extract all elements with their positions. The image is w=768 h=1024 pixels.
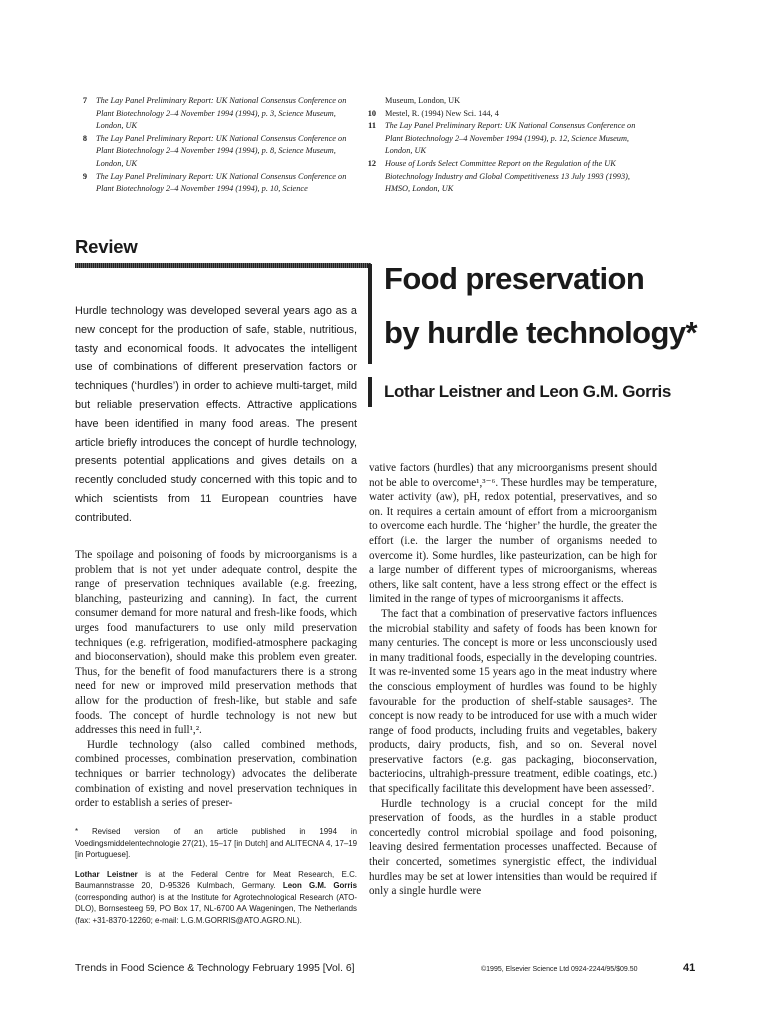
section-rule: [75, 263, 371, 268]
paragraph: Hurdle technology is a crucial concept for the mild preservation of foods, as the hurdles in a stable product concertedly control microbial spoilage and food poisoning, leaving desired fermentation processes unaffected. Because of their concerted, sometimes synergistic effect, the individual hurdles may be set at lower intensities than would be required if only a single hurdle were: [369, 797, 657, 898]
footnotes: [75, 826, 357, 934]
title-bar-bottom: [368, 377, 372, 407]
references-right: [365, 95, 655, 196]
paragraph: vative factors (hurdles) that any microorganisms present should not be able to overcome¹,³⁻⁶. These hurdles may be temperature, water activity (aw), pH, redox potential, preservatives, and so on. It requires a certain amount of effort from a microorganism to overcome each hurdle. The ‘higher’ the hurdle, the greater the effort (i.e. the larger the number of organisms needed to overcome it). Some hurdles, like pasteurization, can be high for a large number of different types of microorganisms, whereas others, like salt content, have a less strong effect or the effect is limited in the range of types of microorganisms it affects.: [369, 462, 657, 606]
footer-journal: Trends in Food Science & Technology February 1995 [Vol. 6]: [75, 963, 355, 974]
references-left: [76, 95, 358, 196]
reference-12: 12 House of Lords Select Committee Report on the Regulation of the UK Biotechnology Industry and Global Competitiveness 13 July 1993 (1993), HMSO, London, UK: [367, 158, 630, 194]
title-line-1: Food preservation: [384, 261, 645, 296]
reference-10: 10 Mestel, R. (1994) New Sci. 144, 4: [367, 108, 499, 118]
revision-footnote: * Revised version of an article published in 1994 in Voedingsmiddelentechnologie 27(21), 15–17 [in Dutch] and ALITECNA 4, 17–19 [in Portuguese].: [75, 827, 357, 859]
reference-9-continued: Museum, London, UK: [385, 96, 461, 105]
paragraph: Hurdle technology (also called combined methods, combined processes, combination preservation, combination techniques or barrier technology) advocates the deliberate combination of existing and novel preservation techniques in order to establish a series of preser-: [75, 738, 357, 810]
title-line-2: by hurdle technology*: [384, 315, 697, 350]
authors: Lothar Leistner and Leon G.M. Gorris: [384, 382, 671, 401]
article-title: [384, 256, 697, 356]
paragraph: The spoilage and poisoning of foods by microorganisms is a problem that is not yet under adequate control, despite the range of preservation techniques available (e.g. freezing, blanching, pasteurizing and canning). In fact, the current consumer demand for more natural and fresh-like foods, which urges food manufacturers to use only mild preservation techniques (e.g. refrigeration, modified-atmosphere packaging and bioconservation), should make this problem even greater. Thus, for the benefit of food manufacturers there is a strong need for new or improved mild preservation methods that allow for the production of fresh-like, but stable and safe foods. The concept of hurdle technology is not new but addresses this need in full¹,².: [75, 549, 357, 737]
footer-copyright: ©1995, Elsevier Science Ltd 0924-2244/95/$09.50: [481, 966, 638, 973]
paragraph: The fact that a combination of preservative factors influences the microbial stability and safety of foods has been known for many centuries. The concept is more or less unconsciously used in many traditional foods, especially in the developing countries. It was re-invented some 15 years ago in the meat industry where the conscious employment of hurdles was found to be highly favourable for the production of shelf-stable sausages². The concept is now ready to be introduced for use with a much wider range of food products, including fruits and vegetables, bakery products, dairy products, fish, and so on. Several novel preservative factors (e.g. gas packaging, bioconservation, bacteriocins, ultrahigh-pressure treatment, edible coatings, etc.) that specifically facilitate this development have been assessed⁷.: [369, 607, 657, 796]
reference-11: 11 The Lay Panel Preliminary Report: UK National Consensus Conference on Plant Biotechnology 2–4 November 1994 (1994), p. 12, Science Museum, London, UK: [368, 121, 636, 156]
author-affiliations: Lothar Leistner is at the Federal Centre for Meat Research, E.C. Baumannstrasse 20, D-95326 Kulmbach, Germany. Leon G.M. Gorris (corresponding author) is at the Institute for Agrotechnological Research (ATO-DLO), Bornsesteeg 59, PO Box 17, NL-6700 AA Wageningen, The Netherlands (fax: +31-8370-12260; e-mail: L.G.M.GORRIS@ATO.AGRO.NL).: [75, 869, 357, 925]
reference-7: 7 The Lay Panel Preliminary Report: UK National Consensus Conference on Plant Biotechnology 2–4 November 1994 (1994), p. 3, Science Museum, London, UK: [82, 96, 347, 131]
title-bar-top: [368, 264, 372, 364]
reference-9: 9 The Lay Panel Preliminary Report: UK National Consensus Conference on Plant Biotechnology 2–4 November 1994 (1994), p. 10, Science: [82, 171, 347, 194]
reference-8: 8 The Lay Panel Preliminary Report: UK National Consensus Conference on Plant Biotechnology 2–4 November 1994 (1994), p. 8, Science Museum, London, UK: [82, 133, 347, 168]
section-label: Review: [75, 236, 138, 257]
body-right-column: [369, 461, 657, 899]
body-left-column: [75, 548, 357, 811]
abstract: Hurdle technology was developed several years ago as a new concept for the production of safe, stable, nutritious, tasty and economical foods. It advocates the intelligent use of combinations of different preservation factors or techniques (‘hurdles’) in order to achieve multi-target, mild but reliable preservation effects. Attractive applications have been identified in many food areas. The present article briefly introduces the concept of hurdle technology, presents potential applications and gives details on a recently concluded study concerned with this topic and to which scientists from 11 European countries have contributed.: [75, 305, 357, 524]
page-number: 41: [683, 962, 696, 974]
